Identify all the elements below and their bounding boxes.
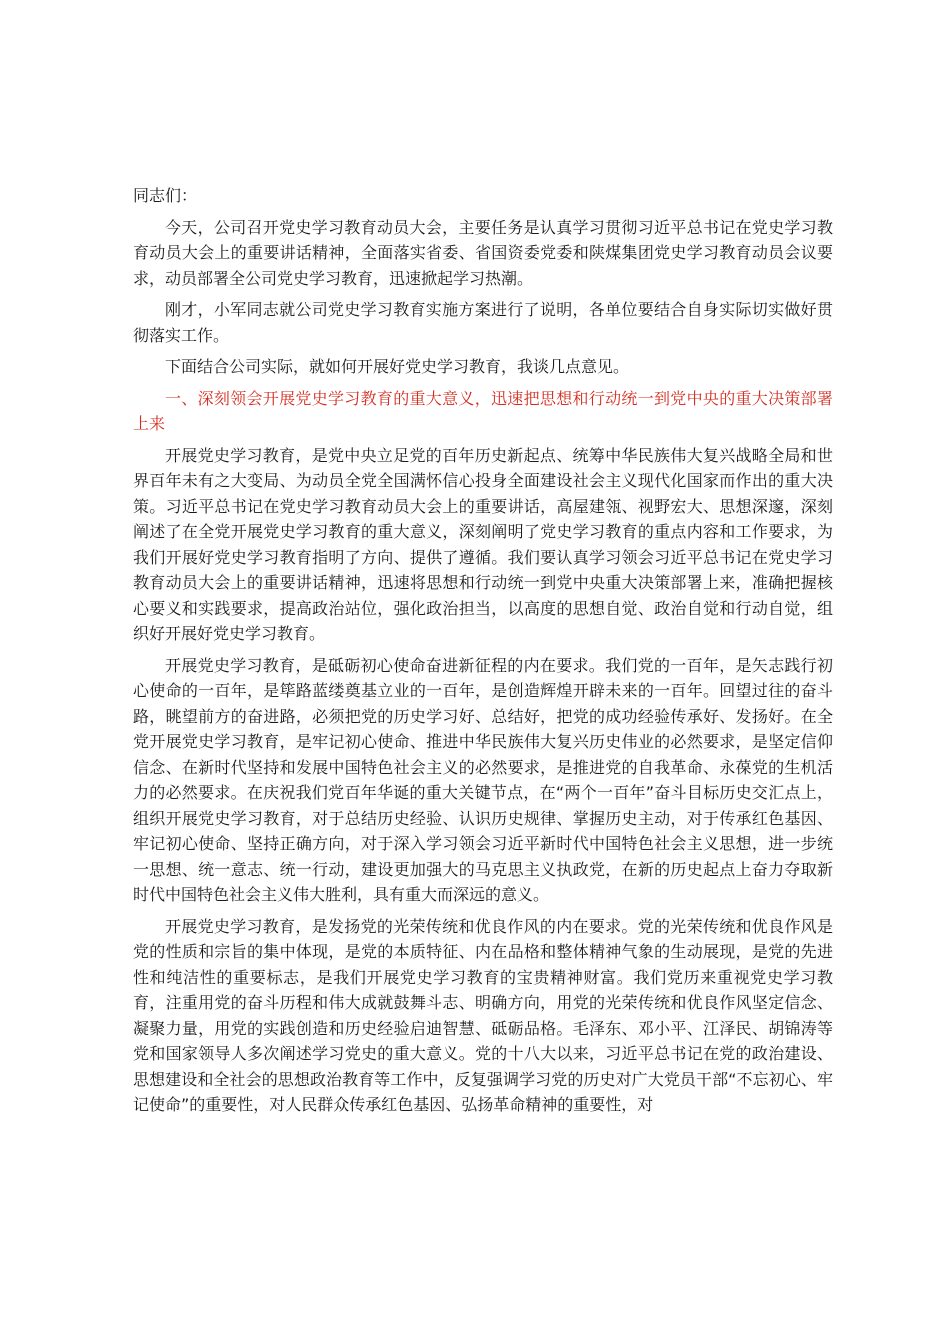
section-1-paragraph-1: 开展党史学习教育，是党中央立足党的百年历史新起点、统筹中华民族伟大复兴战略全局和世界百年未有之大变局、为动员全党全国满怀信心投身全面建设社会主义现代化国家而作出的重大决策。习近平总书记在党史学习教育动员大会上的重要讲话，高屋建瓴、视野宏大、思想深邃，深刻阐述了在全党开展党史学习教育的重大意义，深刻阐明了党史学习教育的重点内容和工作要求，为我们开展好党史学习教育指明了方向、提供了遵循。我们要认真学习领会习近平总书记在党史学习教育动员大会上的重要讲话精神，迅速将思想和行动统一到党中央重大决策部署上来，准确把握核心要义和实践要求，提高政治站位，强化政治担当，以高度的思想自觉、政治自觉和行动自觉，组织好开展好党史学习教育。	[133, 445, 833, 643]
intro-paragraph-3: 下面结合公司实际，就如何开展好党史学习教育，我谈几点意见。	[165, 357, 630, 376]
section-1-paragraph-2: 开展党史学习教育，是砥砺初心使命奋进新征程的内在要求。我们党的一百年，是矢志践行初心使命的一百年，是筚路蓝缕奠基立业的一百年，是创造辉煌开辟未来的一百年。回望过往的奋斗路，眺望前方的奋进路，必须把党的历史学习好、总结好，把党的成功经验传承好、发扬好。在全党开展党史学习教育，是牢记初心使命、推进中华民族伟大复兴历史伟业的必然要求，是坚定信仰信念、在新时代坚持和发展中国特色社会主义的必然要求，是推进党的自我革命、永葆党的生机活力的必然要求。在庆祝我们党百年华诞的重大关键节点，在“两个一百年”奋斗目标历史交汇点上，组织开展党史学习教育，对于总结历史经验、认识历史规律、掌握历史主动，对于传承红色基因、牢记初心使命、坚持正确方向，对于深入学习领会习近平新时代中国特色社会主义思想，进一步统一思想、统一意志、统一行动，建设更加强大的马克思主义执政党，在新的历史起点上奋力夺取新时代中国特色社会主义伟大胜利，具有重大而深远的意义。	[133, 655, 833, 904]
salutation: 同志们：	[133, 186, 198, 205]
document-body	[133, 183, 833, 1124]
section-1-heading: 一、深刻领会开展党史学习教育的重大意义，迅速把思想和行动统一到党中央的重大决策部署上来	[133, 388, 833, 433]
intro-paragraph-2: 刚才，小军同志就公司党史学习教育实施方案进行了说明，各单位要结合自身实际切实做好贯彻落实工作。	[133, 300, 833, 345]
section-1-paragraph-3: 开展党史学习教育，是发扬党的光荣传统和优良作风的内在要求。党的光荣传统和优良作风是党的性质和宗旨的集中体现，是党的本质特征、内在品格和整体精神气象的生动展现，是党的先进性和纯洁性的重要标志，是我们开展党史学习教育的宝贵精神财富。我们党历来重视党史学习教育，注重用党的奋斗历程和伟大成就鼓舞斗志、明确方向，用党的光荣传统和优良作风坚定信念、凝聚力量，用党的实践创造和历史经验启迪智慧、砥砺品格。毛泽东、邓小平、江泽民、胡锦涛等党和国家领导人多次阐述学习党史的重大意义。党的十八大以来，习近平总书记在党的政治建设、思想建设和全社会的思想政治教育等工作中，反复强调学习党的历史对广大党员干部“不忘初心、牢记使命”的重要性，对人民群众传承红色基因、弘扬革命精神的重要性，对	[133, 916, 833, 1114]
intro-paragraph-1: 今天，公司召开党史学习教育动员大会，主要任务是认真学习贯彻习近平总书记在党史学习教育动员大会上的重要讲话精神，全面落实省委、省国资委党委和陕煤集团党史学习教育动员会议要求，动员部署全公司党史学习教育，迅速掀起学习热潮。	[133, 217, 833, 288]
